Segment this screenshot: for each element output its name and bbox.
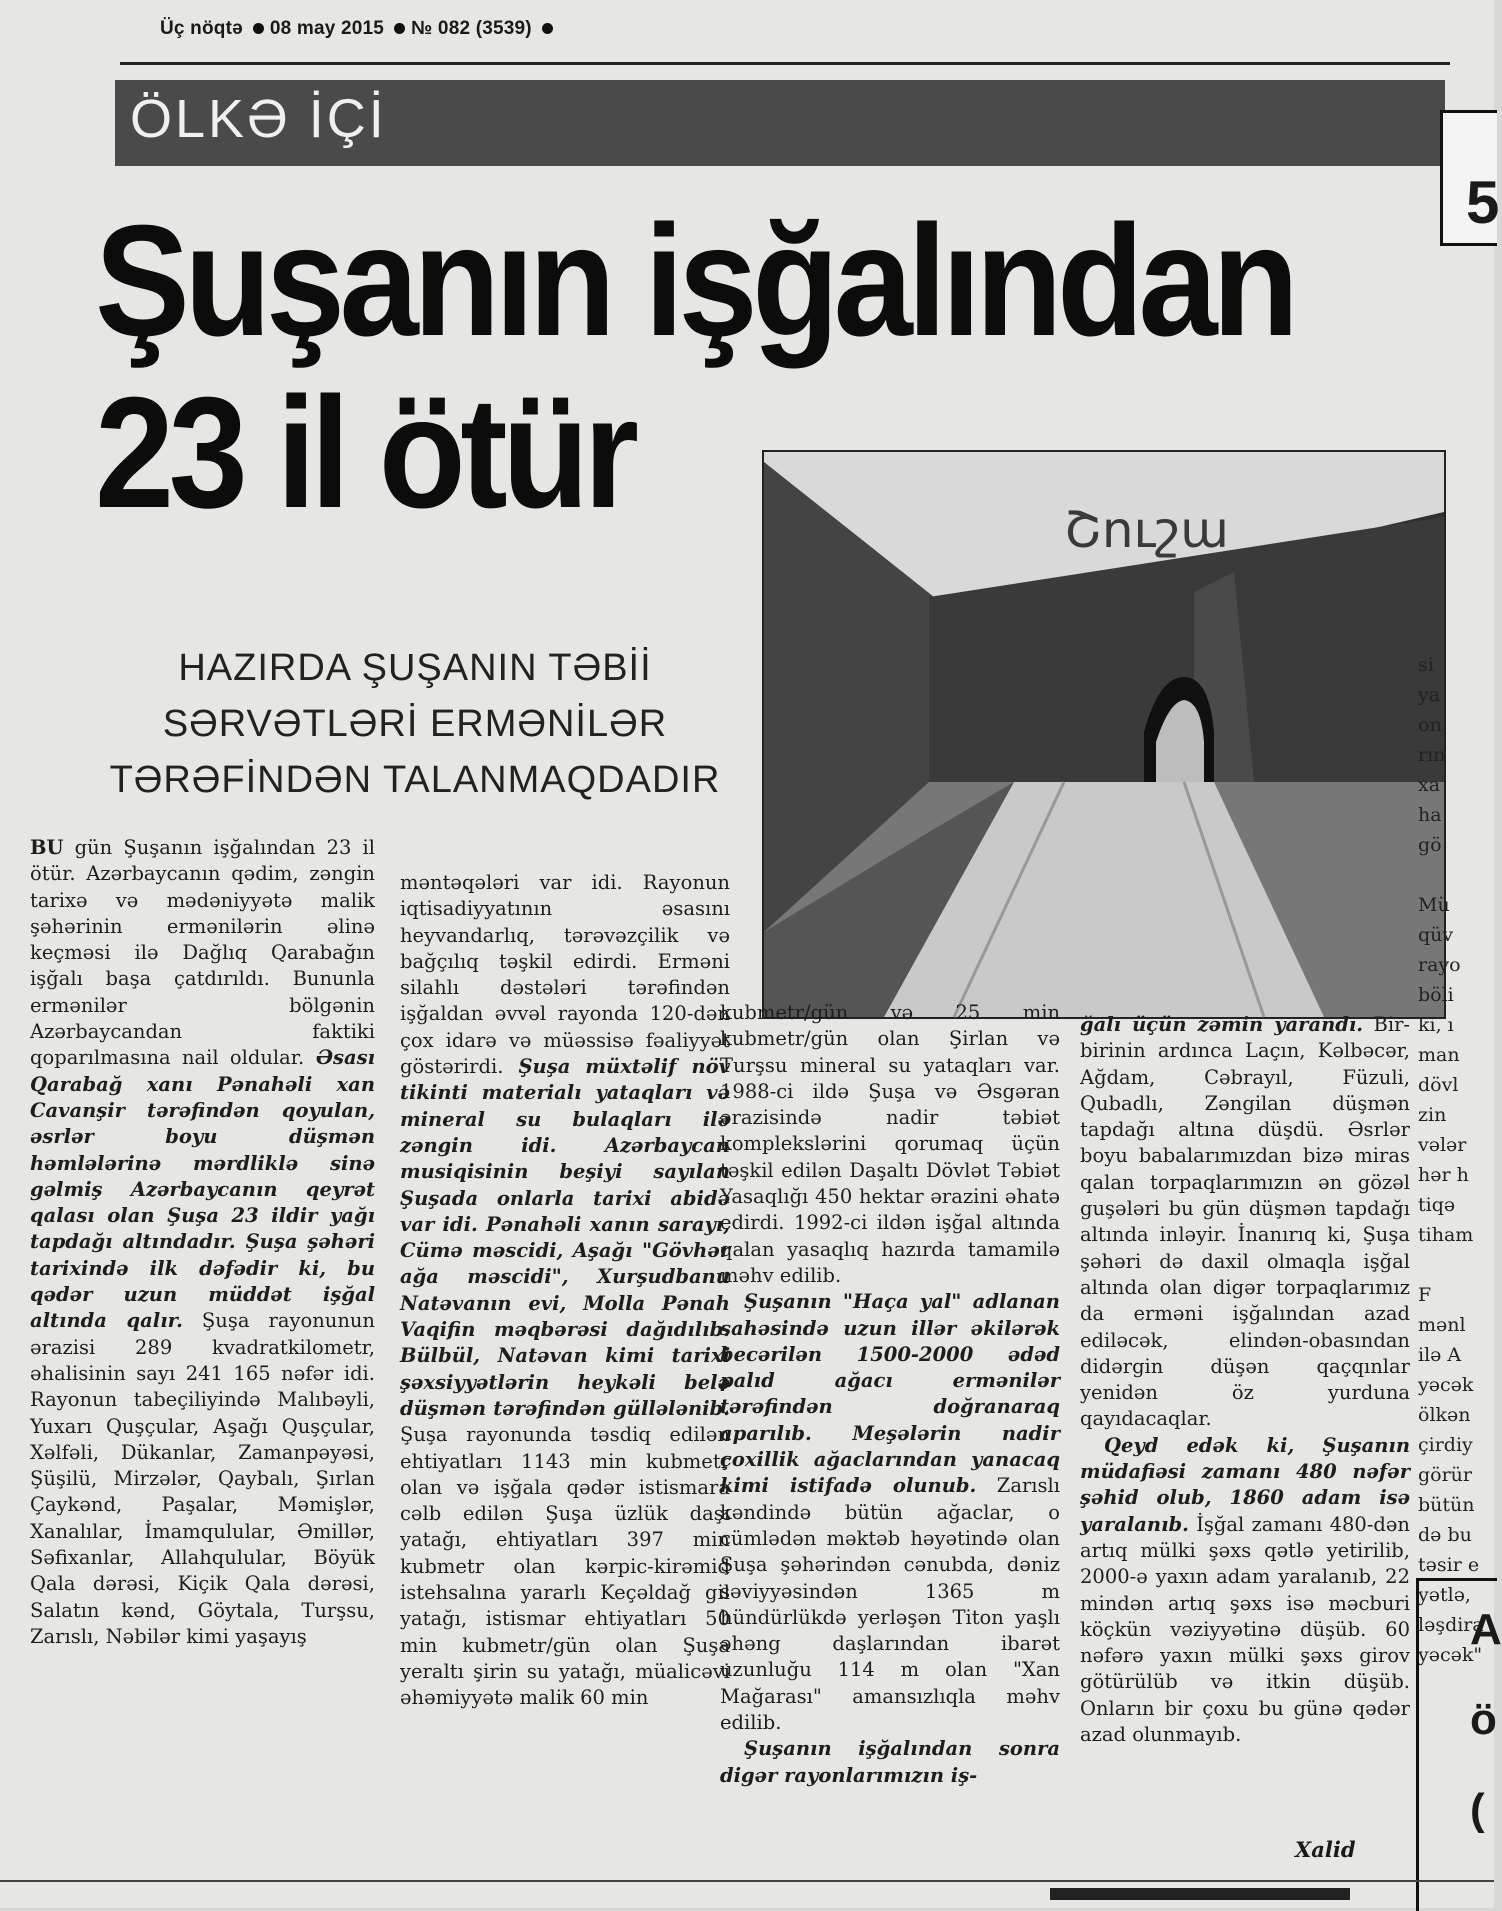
emphasis-run: Qeyd edək ki, Şuşanın müdafiəsi zamanı 480 nəfər şəhid olub, 1860 adam isə yaralanıb. <box>1080 1433 1410 1536</box>
fragment-line: rayo <box>1418 954 1461 976</box>
fragment-line: bütün <box>1418 1494 1475 1516</box>
text-run: Bir-birinin ardınca Laçın, Kəlbəcər, Ağdam, Cəbrayıl, Füzuli, Qubadlı, Zəngilan düşmən tapdağı altına düşdü. Əsrlər boyu babalarımızdan bizə miras qalan torpaqlarımızın ən gözəl guşələri bu gün düşmən tapdağı altında inləyir. İnanırıq ki, Şuşa şəhəri də daxil olmaqla işğal altında olan digər torpaqlarımız da erməni işğalından azad ediləcək, elindən-obasından didərgin düşən qaçqınlar yenidən öz yurduna qayıdacaqlar. <box>1080 1013 1410 1431</box>
issue-date: 08 may 2015 <box>269 18 385 39</box>
adjacent-headline-letter: A <box>1470 1605 1502 1654</box>
fragment-line: ilə A <box>1418 1344 1462 1366</box>
fragment-line: man <box>1418 1044 1460 1066</box>
bullet-icon <box>253 23 264 34</box>
text-run: məntəqələri var idi. Rayonun iqtisadiyyatının əsasını heyvandarlıq, tərəvəzçilik və bağçılıq təşkil edirdi. Erməni silahlı dəstələri tərəfindən işğaldan əvvəl rayonda 120-dən çox idarə və müəssisə fəaliyyət göstərirdi. <box>400 871 730 1079</box>
fragment-line: yətlə, <box>1418 1584 1471 1606</box>
lead-word: BU <box>30 836 64 859</box>
article-paragraph <box>1080 1433 1410 1749</box>
text-run: gün Şuşanın işğalından 23 il ötür. Azərbaycanın qədim, zəngin tarixə və mədəniyyətə malik şəhərinin ermənilərin əlinə keçməsi ilə Dağlıq Qarabağın işğalı başa çatdırıldı. Bununla ermənilər bölgənin Azərbaycandan faktiki qoparılmasına nail oldular. <box>30 836 375 1070</box>
fragment-line: vələr <box>1418 1134 1467 1156</box>
fragment-line <box>1418 860 1494 890</box>
text-run: Şuşa rayonunun ərazisi 289 kvadratkilometr, əhalisinin sayı 241 165 nəfər idi. Rayonun tabeçiliyində Malıbəyli, Yuxarı Quşçular, Aşağı Quşçular, Xəlfəli, Dükanlar, Zamanpəyəsi, Şüşilü, Mirzələr, Qaybalı, Şırlan Çaykənd, Paşalar, Məmişlər, Xanalılar, İmamqulular, Əmillər, Səfixanlar, Allahqulular, Böyük Qala dərəsi, Kiçik Qala dərəsi, Salatın kənd, Göytala, Turşsu, Zarıslı, Nəbilər kimi yaşayış <box>30 1309 375 1648</box>
fragment-line: yəcək <box>1418 1374 1474 1396</box>
emphasis-run: Şuşanın işğalından sonra digər rayonlarımızın iş- <box>720 1737 1060 1787</box>
masthead <box>160 18 559 40</box>
article-column-1 <box>30 835 375 1650</box>
text-run: Şuşa rayonunda təsdiq edilən ehtiyatları 1143 min kubmetr olan və işğala qədər istismara cəlb edilən Şuşa üzlük daşı yatağı, ehtiyatları 397 min kubmetr olan kərpic-kirəmid istehsalına yararlı Keçəldağ gil yatağı, istismar ehtiyatları 50 min kubmetr/gün olan Şuşa yeraltı şirin su yatağı, müalicəvi əhəmiyyətə malik 60 min <box>400 1423 730 1710</box>
fragment-line: zin <box>1418 1104 1447 1126</box>
fragment-line: qüv <box>1418 924 1454 946</box>
article-photo <box>762 450 1446 1019</box>
fragment-line: mənl <box>1418 1314 1466 1336</box>
page-number: 5 <box>1466 169 1500 236</box>
fragment-line <box>1418 1250 1494 1280</box>
subhead-line-3: TƏRƏFİNDƏN TALANMAQDADIR <box>109 759 721 801</box>
headline-line-2: 23 il ötür <box>95 365 634 541</box>
headline-line-1: Şuşanın işğalından <box>95 193 1294 369</box>
section-label: ÖLKƏ İÇİ <box>130 89 387 149</box>
fragment-line: si <box>1418 654 1434 676</box>
fragment-line: rın <box>1418 744 1446 766</box>
article-column-3 <box>720 1000 1060 1789</box>
fragment-line: çirdiy <box>1418 1434 1473 1456</box>
bottom-rule <box>0 1880 1494 1882</box>
fragment-line: dövl <box>1418 1074 1459 1096</box>
emphasis-run: Əsası Qarabağ xanı Pənahəli xan Cavanşir tərəfindən qoyulan, əsrlər boyu düşmən həmlələrinə mərdliklə sinə gəlmiş Azərbaycanın qeyrət qalası olan Şuşa 23 ildir yağı tapdağı altındadır. Şuşa şəhəri tarixində ilk dəfədir ki, bu qədər uzun müddət işğal altında qalır. <box>30 1046 375 1333</box>
subhead-line-2: SƏRVƏTLƏRİ ERMƏNİLƏR <box>162 703 668 745</box>
adjacent-article-fragment <box>1418 650 1494 1670</box>
masthead-rule <box>120 62 1450 65</box>
fortress-gate-illustration <box>764 452 1444 1017</box>
sign-letters: Շուշա <box>1064 501 1229 559</box>
adjacent-headline-letter: ö <box>1470 1695 1497 1744</box>
fragment-line: on <box>1418 714 1442 736</box>
adjacent-headline-letter: ( <box>1470 1785 1485 1834</box>
paper-name: Üç nöqtə <box>160 18 243 39</box>
article-paragraph <box>720 1289 1060 1736</box>
fragment-line: böli <box>1418 984 1454 1006</box>
bullet-icon <box>394 23 405 34</box>
fragment-line: xa <box>1418 774 1441 796</box>
text-run: Zarıslı kəndində bütün ağaclar, o cümlədən məktəb həyətində olan Şuşa şəhərindən cənubda, dəniz səviyyəsindən 1365 m hündürlükdə yerləşən Titon yaşlı əhəng daşlarından ibarət uzunluğu 114 m olan "Xan Mağarası" amansızlıqla məhv edilib. <box>720 1474 1060 1735</box>
article-paragraph <box>400 870 730 1712</box>
emphasis-run: Şuşa müxtəlif növ tikinti materialı yataqları və mineral su bulaqları ilə zəngin idi. Azərbaycan musiqisinin beşiyi sayılan Şuşada onlarla tarixi abidə var idi. Pənahəli xanın sarayı, Cümə məscidi, Aşağı "Gövhər ağa məscidi", Xurşudbanu Natəvanın evi, Molla Pənah Vaqifin məqbərəsi dağıdılıb. Bülbül, Natəvan kimi tarixi şəxsiyyətlərin heykəli belə düşmən tərəfindən güllələnib. <box>400 1055 730 1420</box>
fragment-line: ölkən <box>1418 1404 1471 1426</box>
fragment-line: təsir e <box>1418 1554 1480 1576</box>
text-run: İşğal zamanı 480-dən artıq mülki şəxs qətlə yetirilib, 2000-ə yaxın adam yaralanıb, 22 mindən artıq şəxs isə məcburi köçkün vəziyyətinə düşüb. 60 nəfərə yaxın mülki şəxs girov götürülüb və itkin düşüb. Onların bir çoxu bu günə qədər azad olunmayıb. <box>1080 1512 1410 1747</box>
issue-number: № 082 (3539) <box>411 18 532 39</box>
article-paragraph <box>1080 1012 1410 1433</box>
fragment-line: ləşdira <box>1418 1614 1484 1636</box>
fragment-line: gö <box>1418 834 1442 856</box>
subheadline <box>95 640 735 808</box>
article-paragraph <box>30 835 375 1650</box>
article-paragraph <box>720 1736 1060 1789</box>
fragment-line: tiqə <box>1418 1194 1456 1216</box>
fragment-line: tiham <box>1418 1224 1474 1246</box>
fragment-line: F <box>1418 1284 1432 1306</box>
fragment-line: görür <box>1418 1464 1473 1486</box>
fragment-line: ki, ı <box>1418 1014 1454 1036</box>
article-column-2 <box>400 870 730 1712</box>
article-column-4 <box>1080 1012 1410 1748</box>
subhead-line-1: HAZIRDA ŞUŞANIN TƏBİİ <box>178 647 652 689</box>
fragment-line: də bu <box>1418 1524 1472 1546</box>
fragment-line: ya <box>1418 684 1441 706</box>
fragment-line: Mü <box>1418 894 1450 916</box>
emphasis-run: ğalı üçün zəmin yarandı. <box>1080 1013 1364 1036</box>
emphasis-run: Şuşanın "Haça yal" adlanan sahəsində uzun illər əkilərək becərilən 1500-2000 ədəd palıd ağacı ermənilər tərəfindən doğranaraq aparılıb. Meşələrin nadir çoxillik ağaclarından yanacaq kimi istifadə olunub. <box>720 1290 1060 1498</box>
fragment-line: hər h <box>1418 1164 1469 1186</box>
bottom-bar <box>1050 1888 1350 1900</box>
fragment-line: ha <box>1418 804 1442 826</box>
fragment-line: yəcək" <box>1418 1644 1483 1666</box>
text-run: kubmetr/gün və 25 min kubmetr/gün olan Şirlan və Turşsu mineral su yataqları var. 1988-ci ildə Şuşa və Əsgəran ərazisində nadir təbiət komplekslərini qorumaq üçün təşkil edilən Daşaltı Dövlət Təbiət Yasaqlığı 450 hektar ərazini əhatə edirdi. 1992-ci ildən işğal altında qalan yasaqlıq hazırda tamamilə məhv edilib. <box>720 1001 1060 1287</box>
bullet-icon <box>542 23 553 34</box>
article-paragraph <box>720 1000 1060 1289</box>
author-signature: Xalid <box>1295 1837 1356 1862</box>
